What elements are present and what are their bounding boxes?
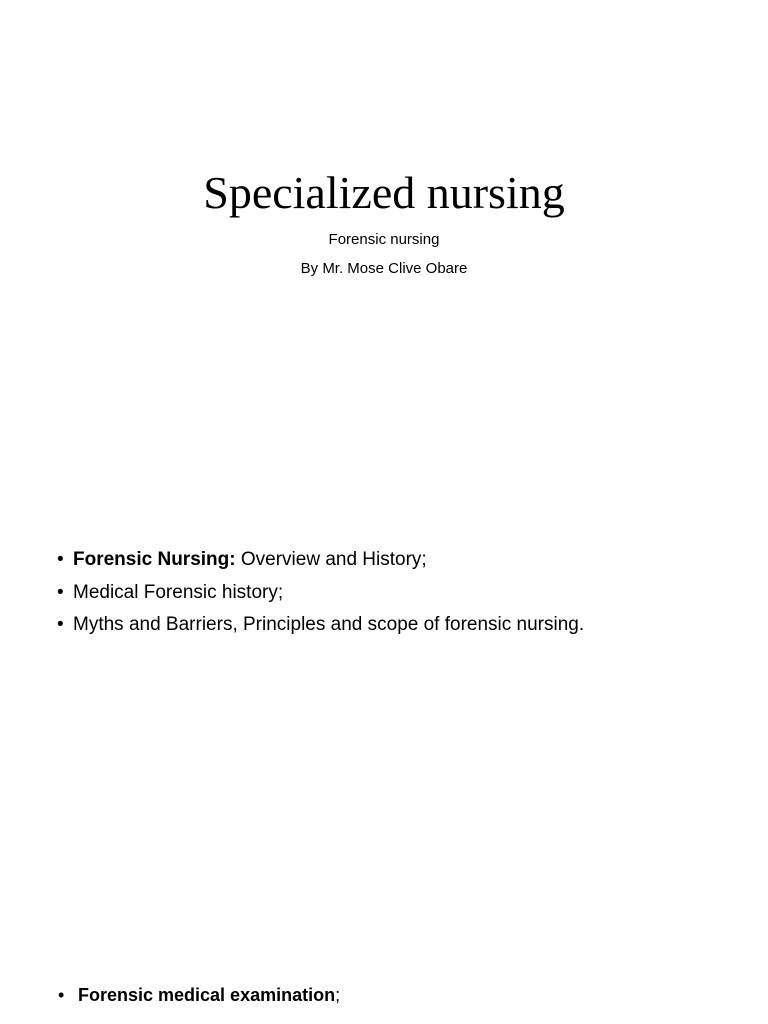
bullet-bold-text: Forensic Nursing: [73, 549, 236, 570]
slide-2-bullet-list [57, 549, 584, 647]
bullet-text: ; [335, 985, 341, 1005]
bullet-text: Medical Forensic history; [73, 581, 284, 603]
bullet-bold-text: Forensic medical examination [78, 985, 336, 1005]
slide-author: By Mr. Mose Clive Obare [300, 260, 468, 277]
slide-3-bullet-list [58, 984, 340, 1014]
bullet-item [57, 614, 584, 636]
slide-subtitle: Forensic nursing [328, 231, 440, 248]
bullet-item [57, 549, 584, 571]
bullet-item [58, 984, 340, 1006]
slide-title: Specialized nursing [203, 167, 565, 218]
bullet-item [57, 582, 584, 604]
bullet-text: Myths and Barriers, Principles and scope of forensic nursing. [73, 614, 585, 635]
bullet-text: Overview and History; [235, 549, 427, 570]
